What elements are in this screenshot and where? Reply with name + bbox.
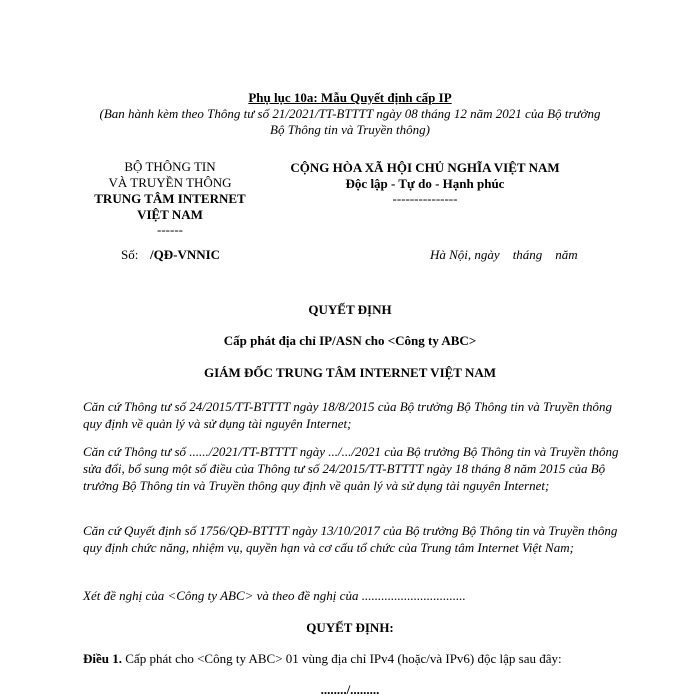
basis-paragraph-3: Căn cứ Quyết định số 1756/QĐ-BTTTT ngày 13/10/2017 của Bộ trưởng Bộ Thông tin và Truyền thông quy định chức năng, nhiệm vụ, quyền hạn và cơ cấu tổ chức của Trung tâm Internet Việt Nam;	[83, 523, 618, 555]
authority-title: GIÁM ĐỐC TRUNG TÂM INTERNET VIỆT NAM	[203, 365, 497, 380]
ip-range-placeholder: ......../.........	[320, 682, 380, 697]
agency-line2: VÀ TRUYỀN THÔNG	[108, 175, 232, 190]
agency-divider: ------	[157, 222, 183, 237]
place-date-line: Hà Nội, ngày tháng năm	[430, 247, 578, 262]
national-divider: ---------------	[392, 191, 458, 206]
issued-note-line1: (Ban hành kèm theo Thông tư số 21/2021/TT-BTTTT ngày 08 tháng 12 năm 2021 của Bộ trưởng	[99, 106, 601, 121]
document-number-label: Số:	[121, 247, 139, 262]
agency-line3: TRUNG TÂM INTERNET	[94, 191, 246, 206]
article-1	[83, 651, 562, 667]
basis-paragraph-1: Căn cứ Thông tư số 24/2015/TT-BTTTT ngày 18/8/2015 của Bộ trưởng Bộ Thông tin và Truyền thông quy định về quản lý và sử dụng tài nguyên Internet;	[83, 399, 612, 431]
decision-heading: QUYẾT ĐỊNH:	[306, 620, 394, 635]
issued-note-line2: Bộ Thông tin và Truyền thông)	[270, 122, 430, 137]
article-1-label: Điều 1.	[83, 651, 122, 666]
decision-title: QUYẾT ĐỊNH	[308, 302, 392, 317]
agency-line1: BỘ THÔNG TIN	[124, 159, 216, 174]
national-title: CỘNG HÒA XÃ HỘI CHỦ NGHĨA VIỆT NAM	[290, 160, 560, 175]
article-1-text: Cấp phát cho <Công ty ABC> 01 vùng địa chỉ IPv4 (hoặc/và IPv6) độc lập sau đây:	[122, 651, 562, 666]
decision-subtitle: Cấp phát địa chỉ IP/ASN cho <Công ty ABC>	[223, 333, 477, 348]
appendix-title: Phụ lục 10a: Mẫu Quyết định cấp IP	[248, 90, 452, 105]
document-number-value: /QĐ-VNNIC	[150, 247, 221, 262]
agency-line4: VIỆT NAM	[137, 207, 203, 222]
basis-paragraph-2: Căn cứ Thông tư số ....../2021/TT-BTTTT ngày .../.../2021 của Bộ trưởng Bộ Thông tin và Truyền thông sửa đổi, bổ sung một số điều của Thông tư số 24/2015/TT-BTTTT ngày 18 tháng 8 năm 2015 của Bộ trưởng Bộ Thông tin và Truyền thông quy định về quản lý và sử dụng tài nguyên Internet;	[83, 444, 619, 493]
national-motto: Độc lập - Tự do - Hạnh phúc	[345, 176, 505, 191]
proposal-paragraph: Xét đề nghị của <Công ty ABC> và theo đề nghị của ................................	[83, 588, 466, 603]
